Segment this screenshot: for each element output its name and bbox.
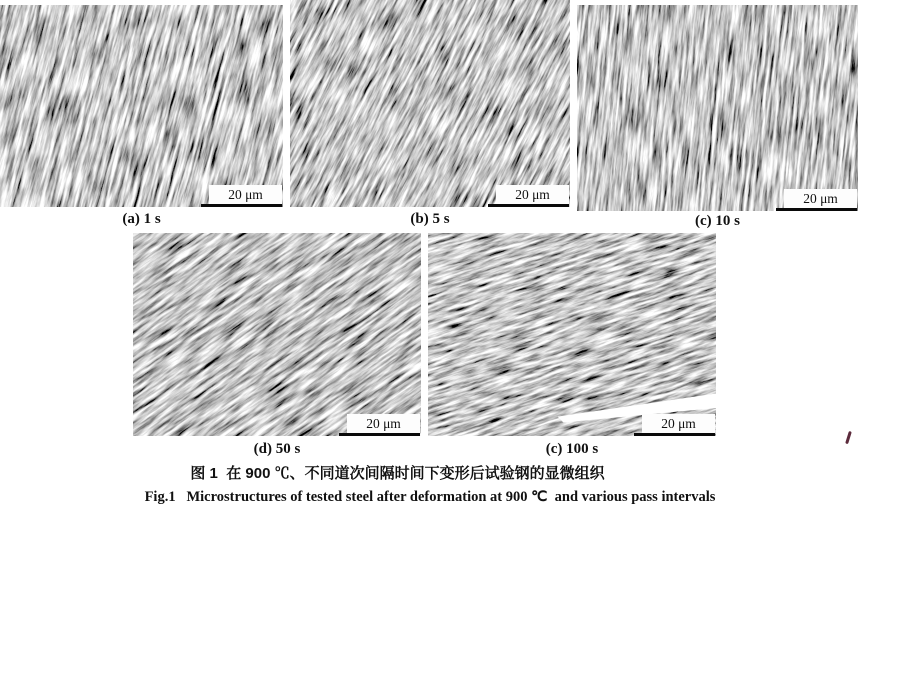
micrograph-texture-c bbox=[577, 5, 858, 211]
micrograph-panel-d bbox=[133, 233, 421, 436]
scale-bar bbox=[776, 189, 857, 211]
micrograph-panel-c bbox=[577, 5, 858, 211]
stray-mark bbox=[845, 431, 851, 444]
figure-caption-chinese: 图 1 在 900 ℃、不同道次间隔时间下变形后试验钢的显微组织 bbox=[190, 465, 605, 482]
scale-bar-label: 20 μm bbox=[496, 185, 569, 204]
micrograph-texture-d bbox=[133, 233, 421, 436]
panel-label-e: (c) 100 s bbox=[545, 441, 599, 457]
figure-caption-english: Fig.1 Microstructures of tested steel after deformation at 900 ℃ and various pass intervals bbox=[144, 489, 716, 505]
scale-bar bbox=[339, 414, 420, 436]
panel-label-d: (d) 50 s bbox=[253, 441, 301, 457]
scale-bar-label: 20 μm bbox=[642, 414, 715, 433]
micrograph-texture-b bbox=[290, 0, 570, 207]
scale-bar-line bbox=[634, 433, 715, 436]
panel-label-c: (c) 10 s bbox=[695, 213, 740, 229]
scale-bar bbox=[201, 185, 282, 207]
panel-label-b: (b) 5 s bbox=[410, 211, 450, 227]
scale-bar-label: 20 μm bbox=[784, 189, 857, 208]
scale-bar-label: 20 μm bbox=[209, 185, 282, 204]
scale-bar-line bbox=[339, 433, 420, 436]
scale-bar bbox=[488, 185, 569, 207]
scale-bar-line bbox=[776, 208, 857, 211]
micrograph-panel-b bbox=[290, 0, 570, 207]
scale-bar-line bbox=[201, 204, 282, 207]
micrograph-texture-e bbox=[428, 233, 716, 436]
micrograph-texture-a bbox=[0, 5, 283, 207]
panel-label-a: (a) 1 s bbox=[122, 211, 161, 227]
scale-bar-label: 20 μm bbox=[347, 414, 420, 433]
micrograph-panel-e bbox=[428, 233, 716, 436]
scale-bar bbox=[634, 414, 715, 436]
scale-bar-line bbox=[488, 204, 569, 207]
micrograph-panel-a bbox=[0, 5, 283, 207]
